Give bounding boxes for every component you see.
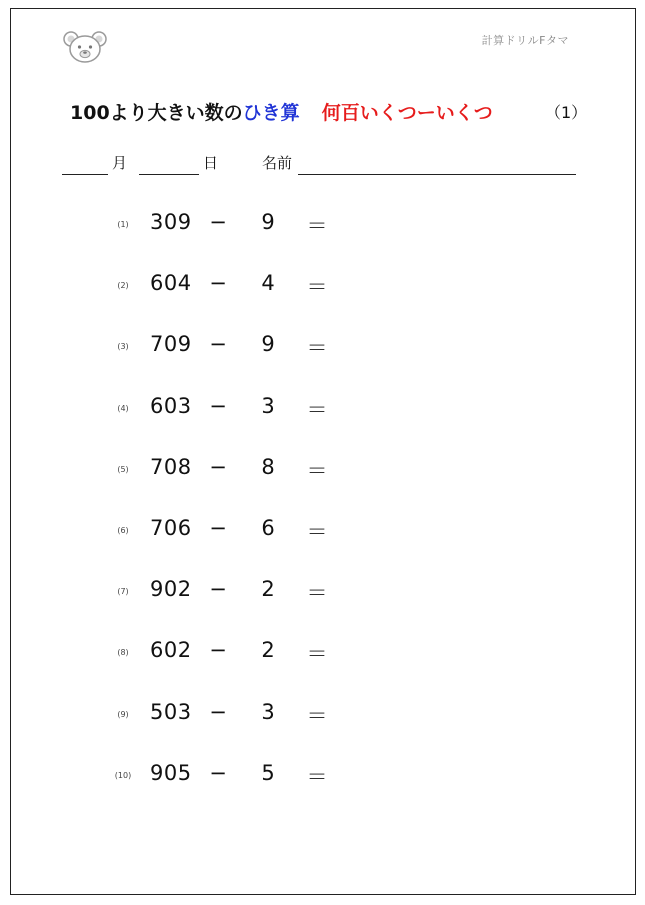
minuend: 902	[150, 577, 192, 602]
minuend: 905	[150, 760, 192, 785]
day-blank[interactable]	[139, 152, 199, 175]
minuend: 602	[150, 638, 192, 663]
problem-number: (6)	[117, 526, 129, 535]
day-label: 日	[203, 154, 219, 172]
subtrahend: 8	[261, 454, 275, 479]
problem-row	[0, 757, 645, 797]
subtrahend: 5	[261, 760, 275, 785]
date-name-row	[62, 150, 582, 176]
equals-sign: ＝	[306, 642, 328, 667]
minus-sign: −	[209, 638, 227, 663]
minus-sign: −	[209, 271, 227, 296]
bear-face-icon	[62, 30, 108, 64]
minus-sign: −	[209, 454, 227, 479]
problem-number: (10)	[114, 770, 132, 780]
subtrahend: 9	[261, 332, 275, 357]
problem-number: (3)	[117, 342, 129, 352]
minus-sign: −	[209, 210, 227, 234]
minus-sign: −	[209, 699, 227, 724]
minuend: 503	[150, 699, 192, 724]
subtrahend: 2	[261, 638, 275, 663]
worksheet-title	[70, 98, 493, 125]
problem-row	[0, 696, 645, 736]
minuend: 708	[150, 454, 192, 479]
minus-sign: −	[209, 332, 227, 357]
title-topic: 100より大きい数の	[70, 102, 243, 124]
subtrahend: 6	[261, 516, 275, 540]
subtrahend: 4	[261, 271, 275, 296]
equals-sign: ＝	[306, 764, 328, 789]
minus-sign: −	[209, 577, 227, 602]
equals-sign: ＝	[306, 397, 328, 422]
subtrahend: 9	[261, 210, 275, 234]
problem-number: (8)	[117, 648, 129, 658]
problem-row	[0, 573, 645, 613]
problem-number: (7)	[117, 587, 129, 597]
equals-sign: ＝	[306, 275, 328, 300]
subtrahend: 2	[261, 577, 275, 602]
month-label: 月	[112, 154, 128, 172]
problem-number: (9)	[117, 709, 129, 719]
problem-row	[0, 451, 645, 491]
brand-label: 計算ドリルFタマ	[481, 34, 569, 47]
subtrahend: 3	[261, 699, 275, 724]
title-operation: ひき算	[242, 102, 300, 124]
problem-number: (2)	[117, 281, 129, 291]
problem-row	[0, 390, 645, 430]
equals-sign: ＝	[306, 336, 328, 361]
minuend: 604	[150, 271, 192, 296]
sheet-number: （1）	[545, 103, 588, 122]
problem-row	[0, 206, 645, 246]
minuend: 309	[150, 210, 192, 234]
problem-row	[0, 267, 645, 307]
problem-number: (4)	[117, 403, 129, 413]
problem-row	[0, 512, 645, 552]
title-subtopic: 何百いくつーいくつ	[321, 102, 493, 124]
minus-sign: −	[209, 516, 227, 540]
minuend: 603	[150, 393, 192, 418]
month-blank[interactable]	[62, 152, 108, 175]
equals-sign: ＝	[306, 703, 328, 728]
equals-sign: ＝	[306, 458, 328, 483]
problem-row	[0, 634, 645, 674]
problem-number: (1)	[117, 220, 129, 229]
equals-sign: ＝	[306, 520, 328, 544]
name-blank[interactable]	[298, 152, 576, 175]
equals-sign: ＝	[306, 214, 328, 238]
name-label: 名前	[262, 154, 293, 172]
minus-sign: −	[209, 760, 227, 785]
minuend: 709	[150, 332, 192, 357]
minus-sign: −	[209, 393, 227, 418]
problem-row	[0, 328, 645, 368]
equals-sign: ＝	[306, 581, 328, 606]
problem-number: (5)	[117, 464, 129, 474]
subtrahend: 3	[261, 393, 275, 418]
minuend: 706	[150, 516, 192, 540]
